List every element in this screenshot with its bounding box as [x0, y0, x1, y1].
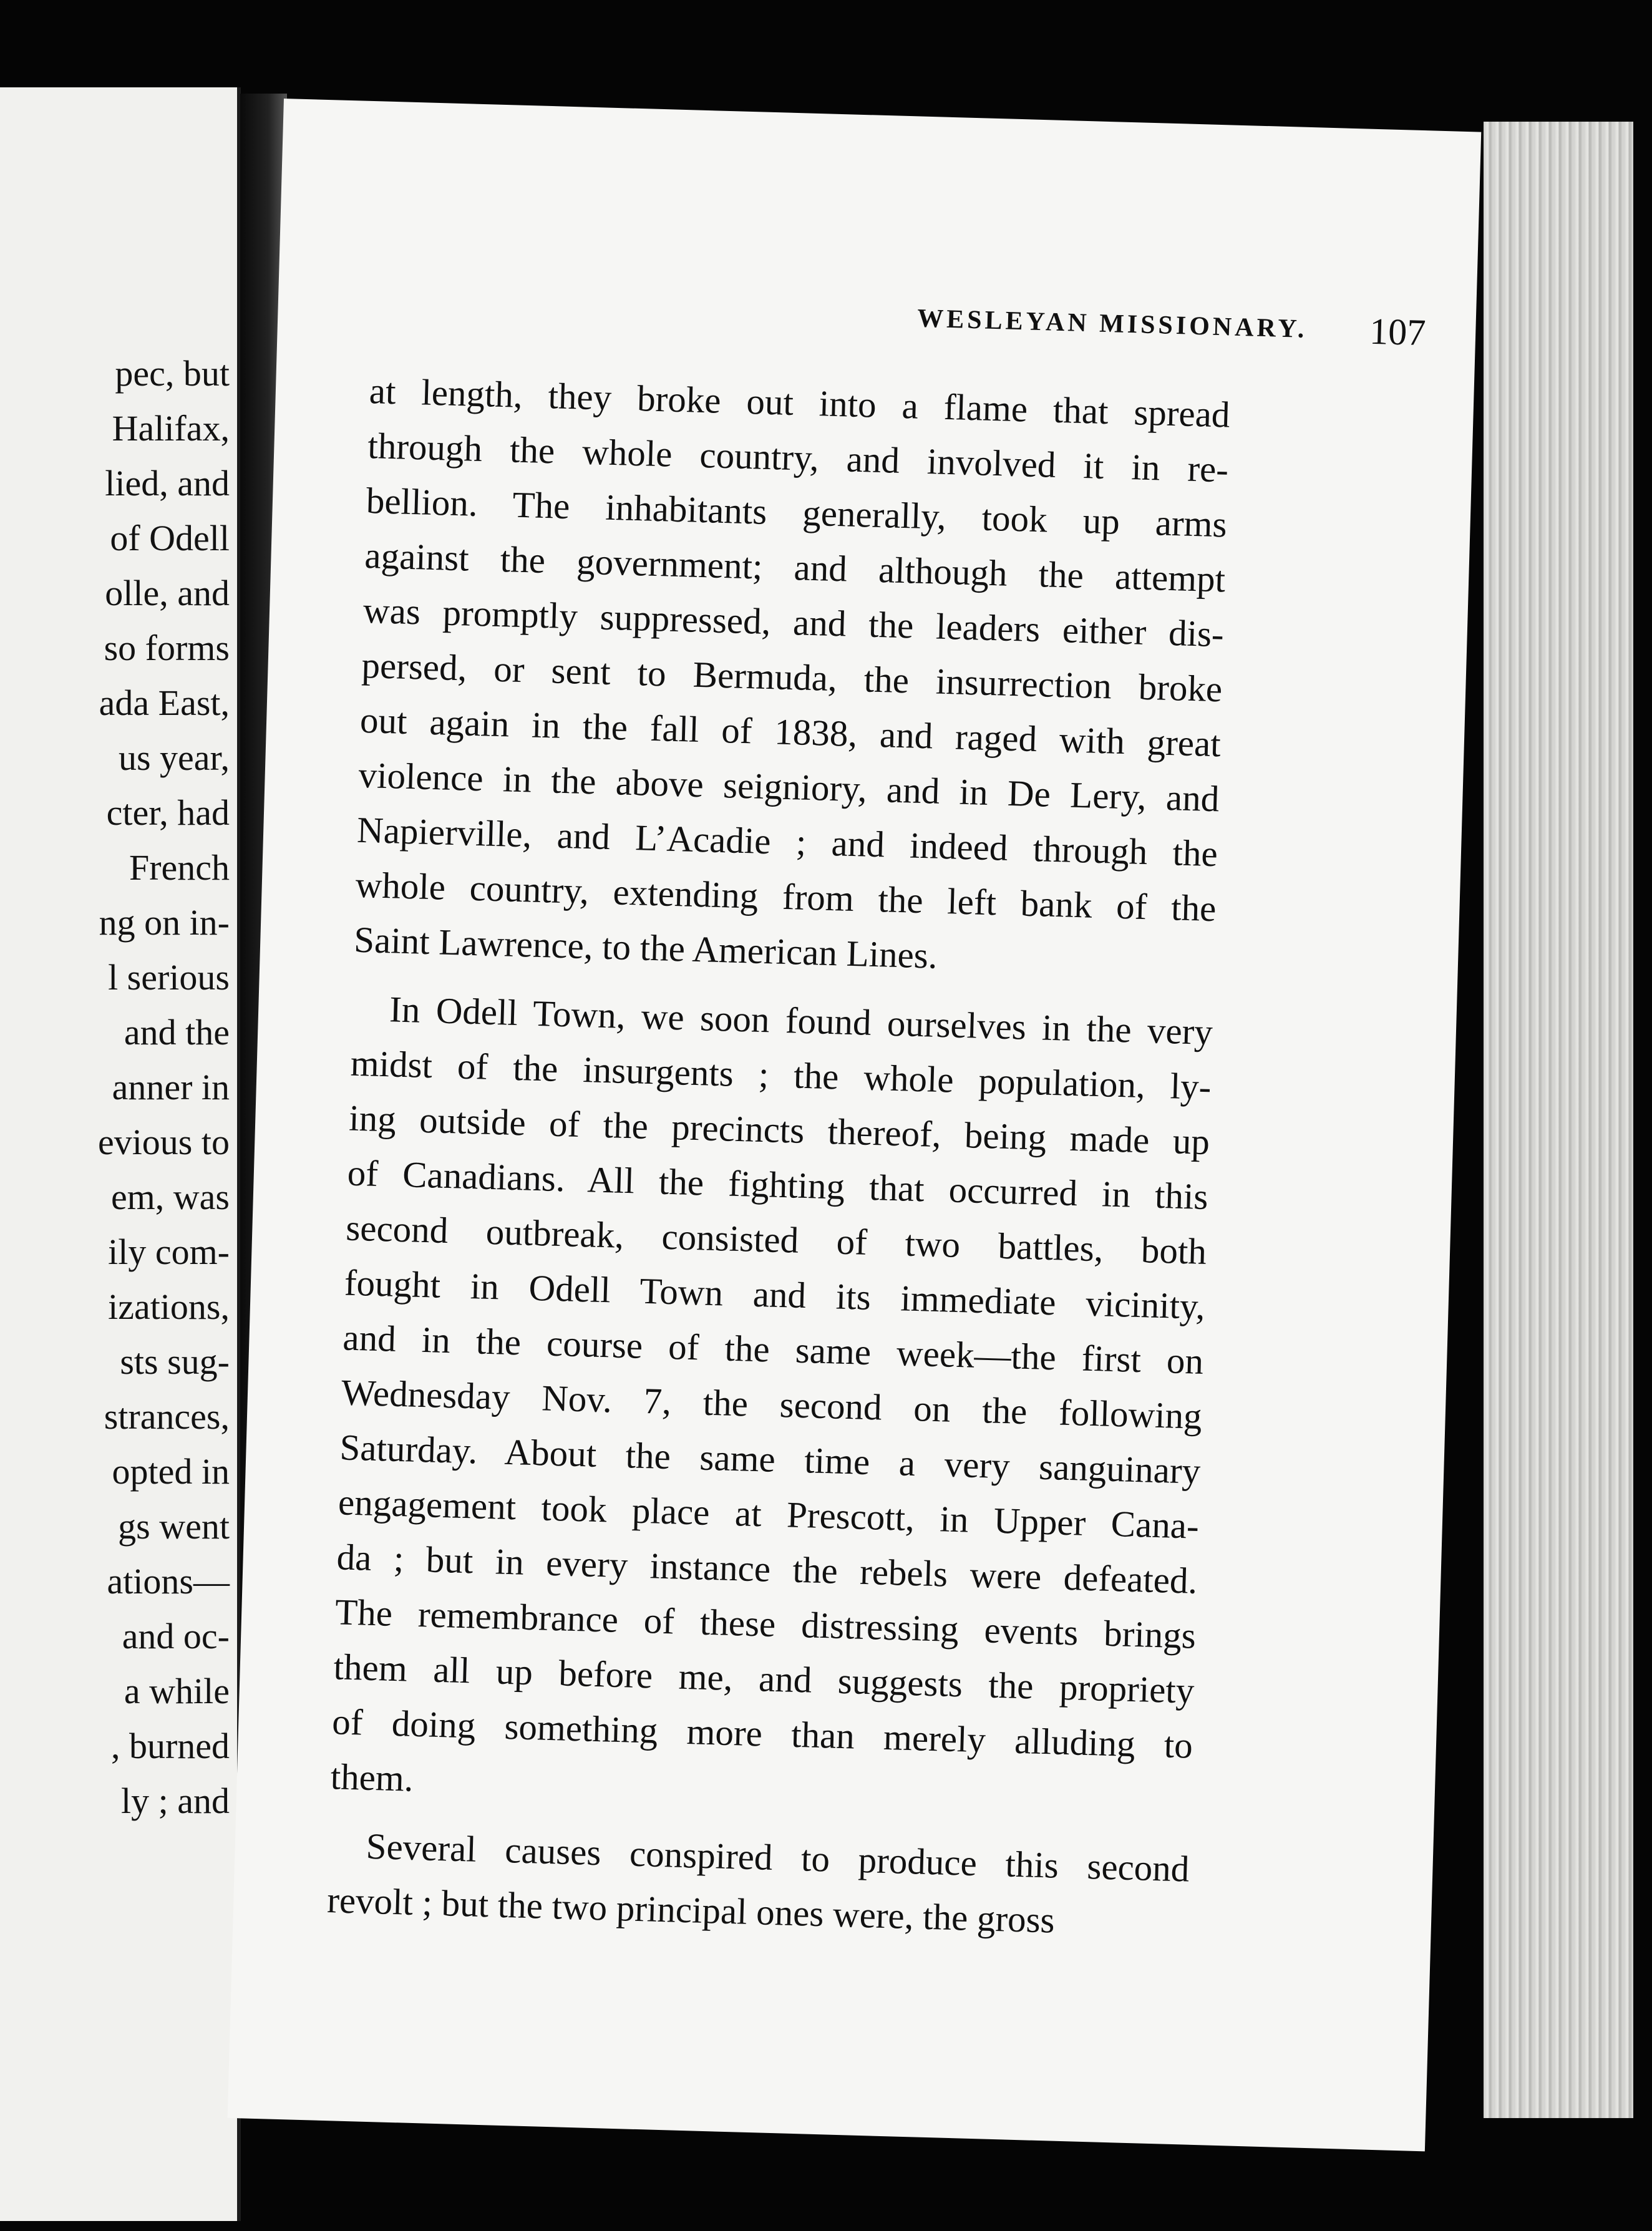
- left-page-line: ng on in-: [99, 902, 230, 943]
- text-line: revolt ; but the two principal ones were, the gross: [326, 1879, 1056, 1941]
- paragraph: [330, 981, 1213, 1828]
- left-page-line: strances,: [104, 1396, 230, 1437]
- text-line: ing outside of the precincts thereof, being made up: [348, 1097, 1210, 1163]
- page-header: [284, 99, 1481, 354]
- left-page: [0, 87, 241, 2221]
- left-page-line: a while: [124, 1671, 230, 1711]
- text-line: Saturday. About the same time a very sanguinary: [339, 1426, 1202, 1492]
- text-line: them all up before me, and suggests the propriety: [333, 1646, 1195, 1711]
- text-line: out again in the fall of 1838, and raged with great: [359, 699, 1222, 765]
- paragraph: [353, 363, 1230, 991]
- text-line: whole country, extending from the left bank of the: [354, 863, 1217, 930]
- left-page-line: and the: [124, 1012, 230, 1052]
- text-line: persed, or sent to Bermuda, the insurrection broke: [361, 644, 1223, 710]
- text-line: Several causes conspired to produce this second: [365, 1825, 1190, 1890]
- left-page-line: anner in: [112, 1067, 230, 1107]
- left-page-line: ly ; and: [121, 1781, 230, 1821]
- left-page-line: em, was: [110, 1177, 230, 1217]
- left-page-line: pec, but: [115, 353, 230, 394]
- left-page-line: so forms: [104, 628, 230, 668]
- body-text: [326, 363, 1231, 1965]
- text-line: bellion. The inhabitants generally, took up arms: [366, 479, 1228, 545]
- text-line: violence in the above seigniory, and in De Lery, and: [357, 754, 1220, 820]
- left-page-line: French: [129, 847, 230, 888]
- text-line: midst of the insurgents ; the whole population, ly-: [349, 1042, 1212, 1108]
- text-line: fought in Odell Town and its immediate vicinity,: [344, 1261, 1206, 1327]
- left-page-line: l serious: [108, 957, 230, 998]
- left-page-line: Halifax,: [112, 408, 230, 449]
- text-line: Napierville, and L’Acadie ; and indeed through the: [356, 809, 1218, 875]
- running-head: WESLEYAN MISSIONARY.: [916, 304, 1308, 344]
- left-page-line: ada East,: [99, 683, 230, 723]
- left-page-line: us year,: [118, 737, 230, 778]
- right-page: [228, 99, 1482, 2151]
- text-line: second outbreak, consisted of two battles, both: [345, 1207, 1207, 1273]
- left-page-line: cter, had: [106, 792, 230, 833]
- left-page-line: olle, and: [105, 573, 230, 613]
- paragraph: [326, 1817, 1190, 1951]
- text-line: da ; but in every instance the rebels were defeated.: [336, 1536, 1198, 1602]
- text-line: of Canadians. All the fighting that occurred in this: [347, 1152, 1209, 1218]
- left-page-line: ily com-: [108, 1232, 230, 1272]
- text-line: and in the course of the same week—the first on: [342, 1316, 1204, 1382]
- text-line: In Odell Town, we soon found ourselves in the very: [389, 988, 1213, 1053]
- text-line: engagement took place at Prescott, in Upper Cana-: [338, 1481, 1200, 1547]
- text-line: Wednesday Nov. 7, the second on the following: [341, 1371, 1203, 1437]
- page-edges: [1484, 122, 1633, 2118]
- text-line: against the government; and although the attempt: [364, 534, 1226, 600]
- left-page-line: izations,: [108, 1286, 230, 1327]
- text-line: Saint Lawrence, to the American Lines.: [353, 918, 938, 976]
- text-line: The remembrance of these distressing events brings: [334, 1591, 1197, 1656]
- left-page-line: gs went: [118, 1506, 230, 1547]
- left-page-line: ations—: [107, 1561, 230, 1602]
- text-line: of doing something more than merely alluding to: [331, 1701, 1193, 1766]
- page-number: 107: [1369, 310, 1427, 354]
- left-page-line: evious to: [97, 1122, 230, 1162]
- text-line: was promptly suppressed, and the leaders either dis-: [362, 589, 1225, 655]
- left-page-line: , burned: [110, 1726, 230, 1766]
- left-page-line: sts sug-: [120, 1341, 230, 1382]
- text-line: them.: [330, 1756, 414, 1799]
- left-page-line: and oc-: [122, 1616, 230, 1656]
- left-page-line: lied, and: [105, 463, 230, 503]
- left-page-line: opted in: [112, 1451, 230, 1492]
- text-line: through the whole country, and involved it in re-: [367, 424, 1229, 490]
- left-page-line: of Odell: [110, 518, 230, 558]
- text-line: at length, they broke out into a flame that spread: [369, 370, 1231, 435]
